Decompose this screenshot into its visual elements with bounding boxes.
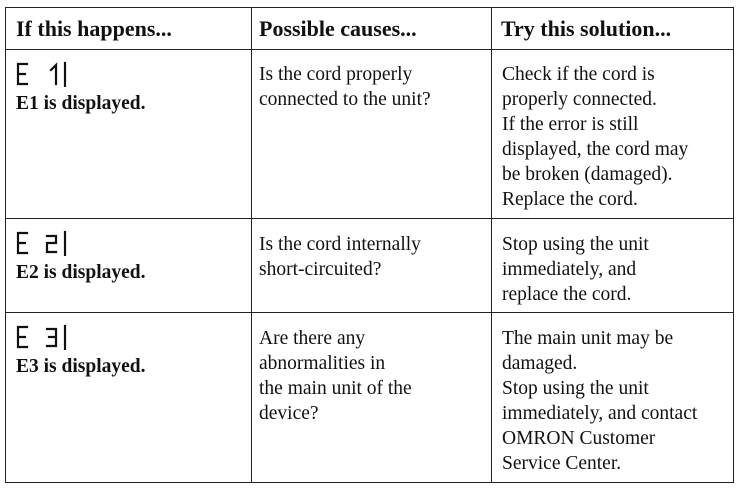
row2-cause-line: short-circuited? [259, 259, 382, 280]
header-divider [6, 49, 733, 50]
row1-cause [259, 62, 431, 112]
row-divider [6, 218, 733, 219]
row3-cause-line: Are there any [259, 328, 366, 349]
row2-solution-line: immediately, and [502, 259, 637, 280]
row3-solution-line: OMRON Customer [502, 428, 656, 449]
lcd-E2-icon [15, 230, 75, 256]
row1-solution-line: properly connected. [502, 89, 657, 110]
header-try-this-solution: Try this solution... [501, 16, 672, 41]
row3-solution-line: immediately, and contact [502, 403, 698, 424]
row2-solution-line: replace the cord. [502, 284, 632, 305]
row3-solution-line: damaged. [502, 353, 578, 374]
row3-happens-label: E3 is displayed. [16, 356, 146, 377]
row2-happens-label: E2 is displayed. [16, 262, 146, 283]
row2-cause [259, 232, 421, 282]
lcd-E1-icon [15, 61, 75, 87]
row1-solution-line: Check if the cord is [502, 64, 655, 85]
row3-cause-line: the main unit of the [259, 378, 412, 399]
row3-solution-line: Service Center. [502, 453, 622, 474]
row3-solution-line: The main unit may be [502, 328, 674, 349]
row3-solution [502, 326, 697, 476]
row1-solution-line: be broken (damaged). [502, 164, 673, 185]
row2-solution-line: Stop using the unit [502, 234, 649, 255]
row3-cause [259, 326, 412, 426]
row-divider [6, 312, 733, 313]
row1-cause-line: connected to the unit? [259, 89, 431, 110]
row3-solution-line: Stop using the unit [502, 378, 649, 399]
row1-cause-line: Is the cord properly [259, 64, 413, 85]
row1-solution-line: displayed, the cord may [502, 139, 689, 160]
row1-solution-line: Replace the cord. [502, 189, 638, 210]
header-possible-causes: Possible causes... [259, 16, 417, 41]
column-divider [251, 8, 252, 482]
row3-cause-line: device? [259, 403, 319, 424]
lcd-E3-icon [15, 324, 75, 350]
column-divider [491, 8, 492, 482]
row3-cause-line: abnormalities in [259, 353, 386, 374]
row1-solution [502, 62, 688, 212]
row2-solution [502, 232, 649, 307]
troubleshooting-table [5, 7, 734, 483]
row2-cause-line: Is the cord internally [259, 234, 421, 255]
row1-happens-label: E1 is displayed. [16, 93, 146, 114]
row1-solution-line: If the error is still [502, 114, 639, 135]
header-if-this-happens: If this happens... [16, 16, 172, 41]
